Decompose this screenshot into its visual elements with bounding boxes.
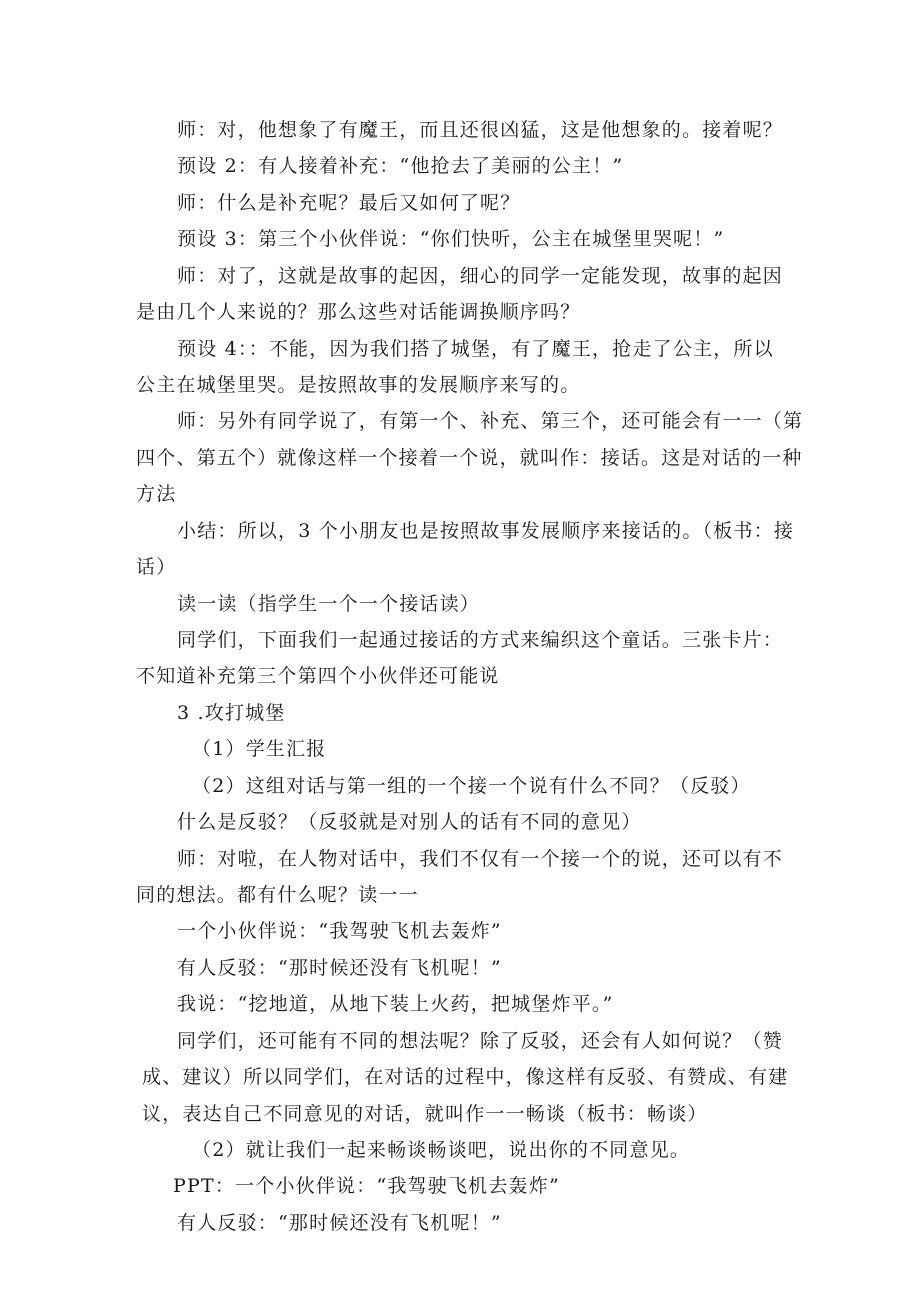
text-line: 预设 2：有人接着补充：“他抢去了美丽的公主！”: [177, 155, 624, 177]
text-line: 我说：“挖地道，从地下装上火药，把城堡炸平。”: [177, 993, 614, 1015]
text-line: 师：另外有同学说了，有第一个、补充、第三个，还可能会有一一（第: [177, 410, 804, 432]
text-line: 师：什么是补充呢？最后又如何了呢？: [177, 192, 521, 214]
text-line: 有人反驳：“那时候还没有飞机呢！”: [177, 957, 502, 979]
text-line: 方法: [136, 483, 177, 505]
text-line: 话）: [136, 556, 177, 578]
text-line: （2）就让我们一起来畅谈畅谈吧，说出你的不同意见。: [192, 1139, 691, 1161]
text-line: 是由几个人来说的？那么这些对话能调换顺序吗？: [136, 301, 581, 323]
text-line: （1）学生汇报: [192, 738, 327, 760]
text-line: 有人反驳：“那时候还没有飞机呢！”: [177, 1212, 502, 1234]
text-line: 小结：所以，3 个小朋友也是按照故事发展顺序来接话的。（板书：接: [177, 520, 795, 542]
text-line: 四个、第五个）就像这样一个接着一个说，就叫作：接话。这是对话的一种: [136, 447, 803, 469]
text-line: PPT：一个小伙伴说：“我驾驶飞机去轰炸”: [173, 1175, 560, 1197]
text-line: 3 .攻打城堡: [177, 702, 286, 724]
text-line: 师：对了，这就是故事的起因，细心的同学一定能发现，故事的起因: [177, 265, 784, 287]
text-line: 预设 3：第三个小伙伴说：“你们快听，公主在城堡里哭呢！”: [177, 228, 725, 250]
text-line: 成、建议）所以同学们，在对话的过程中，像这样有反驳、有赞成、有建: [142, 1066, 789, 1088]
text-line: 预设 4：：不能，因为我们搭了城堡，有了魔王，抢走了公主，所以: [177, 338, 774, 360]
text-line: 公主在城堡里哭。是按照故事的发展顺序来写的。: [136, 374, 581, 396]
text-line: （2）这组对话与第一组的一个接一个说有什么不同？（反驳）: [192, 775, 751, 797]
text-line: 师：对啦，在人物对话中，我们不仅有一个接一个的说，还可以有不: [177, 848, 784, 870]
text-line: 同学们，下面我们一起通过接话的方式来编织这个童话。三张卡片：: [177, 629, 784, 651]
text-line: 什么是反驳？（反驳就是对别人的话有不同的意见）: [177, 811, 642, 833]
text-line: 读一读（指学生一个一个接话读）: [177, 593, 481, 615]
text-line: 同学们，还可能有不同的想法呢？除了反驳，还会有人如何说？（赞: [177, 1030, 784, 1052]
text-line: 同的想法。都有什么呢？读一一: [136, 884, 419, 906]
text-line: 议，表达自己不同意见的对话，就叫作一一畅谈（板书：畅谈）: [142, 1103, 708, 1125]
text-line: 不知道补充第三个第四个小伙伴还可能说: [136, 665, 500, 687]
text-line: 一个小伙伴说：“我驾驶飞机去轰炸”: [177, 920, 502, 942]
text-line: 师：对，他想象了有魔王，而且还很凶猛，这是他想象的。接着呢？: [177, 119, 784, 141]
